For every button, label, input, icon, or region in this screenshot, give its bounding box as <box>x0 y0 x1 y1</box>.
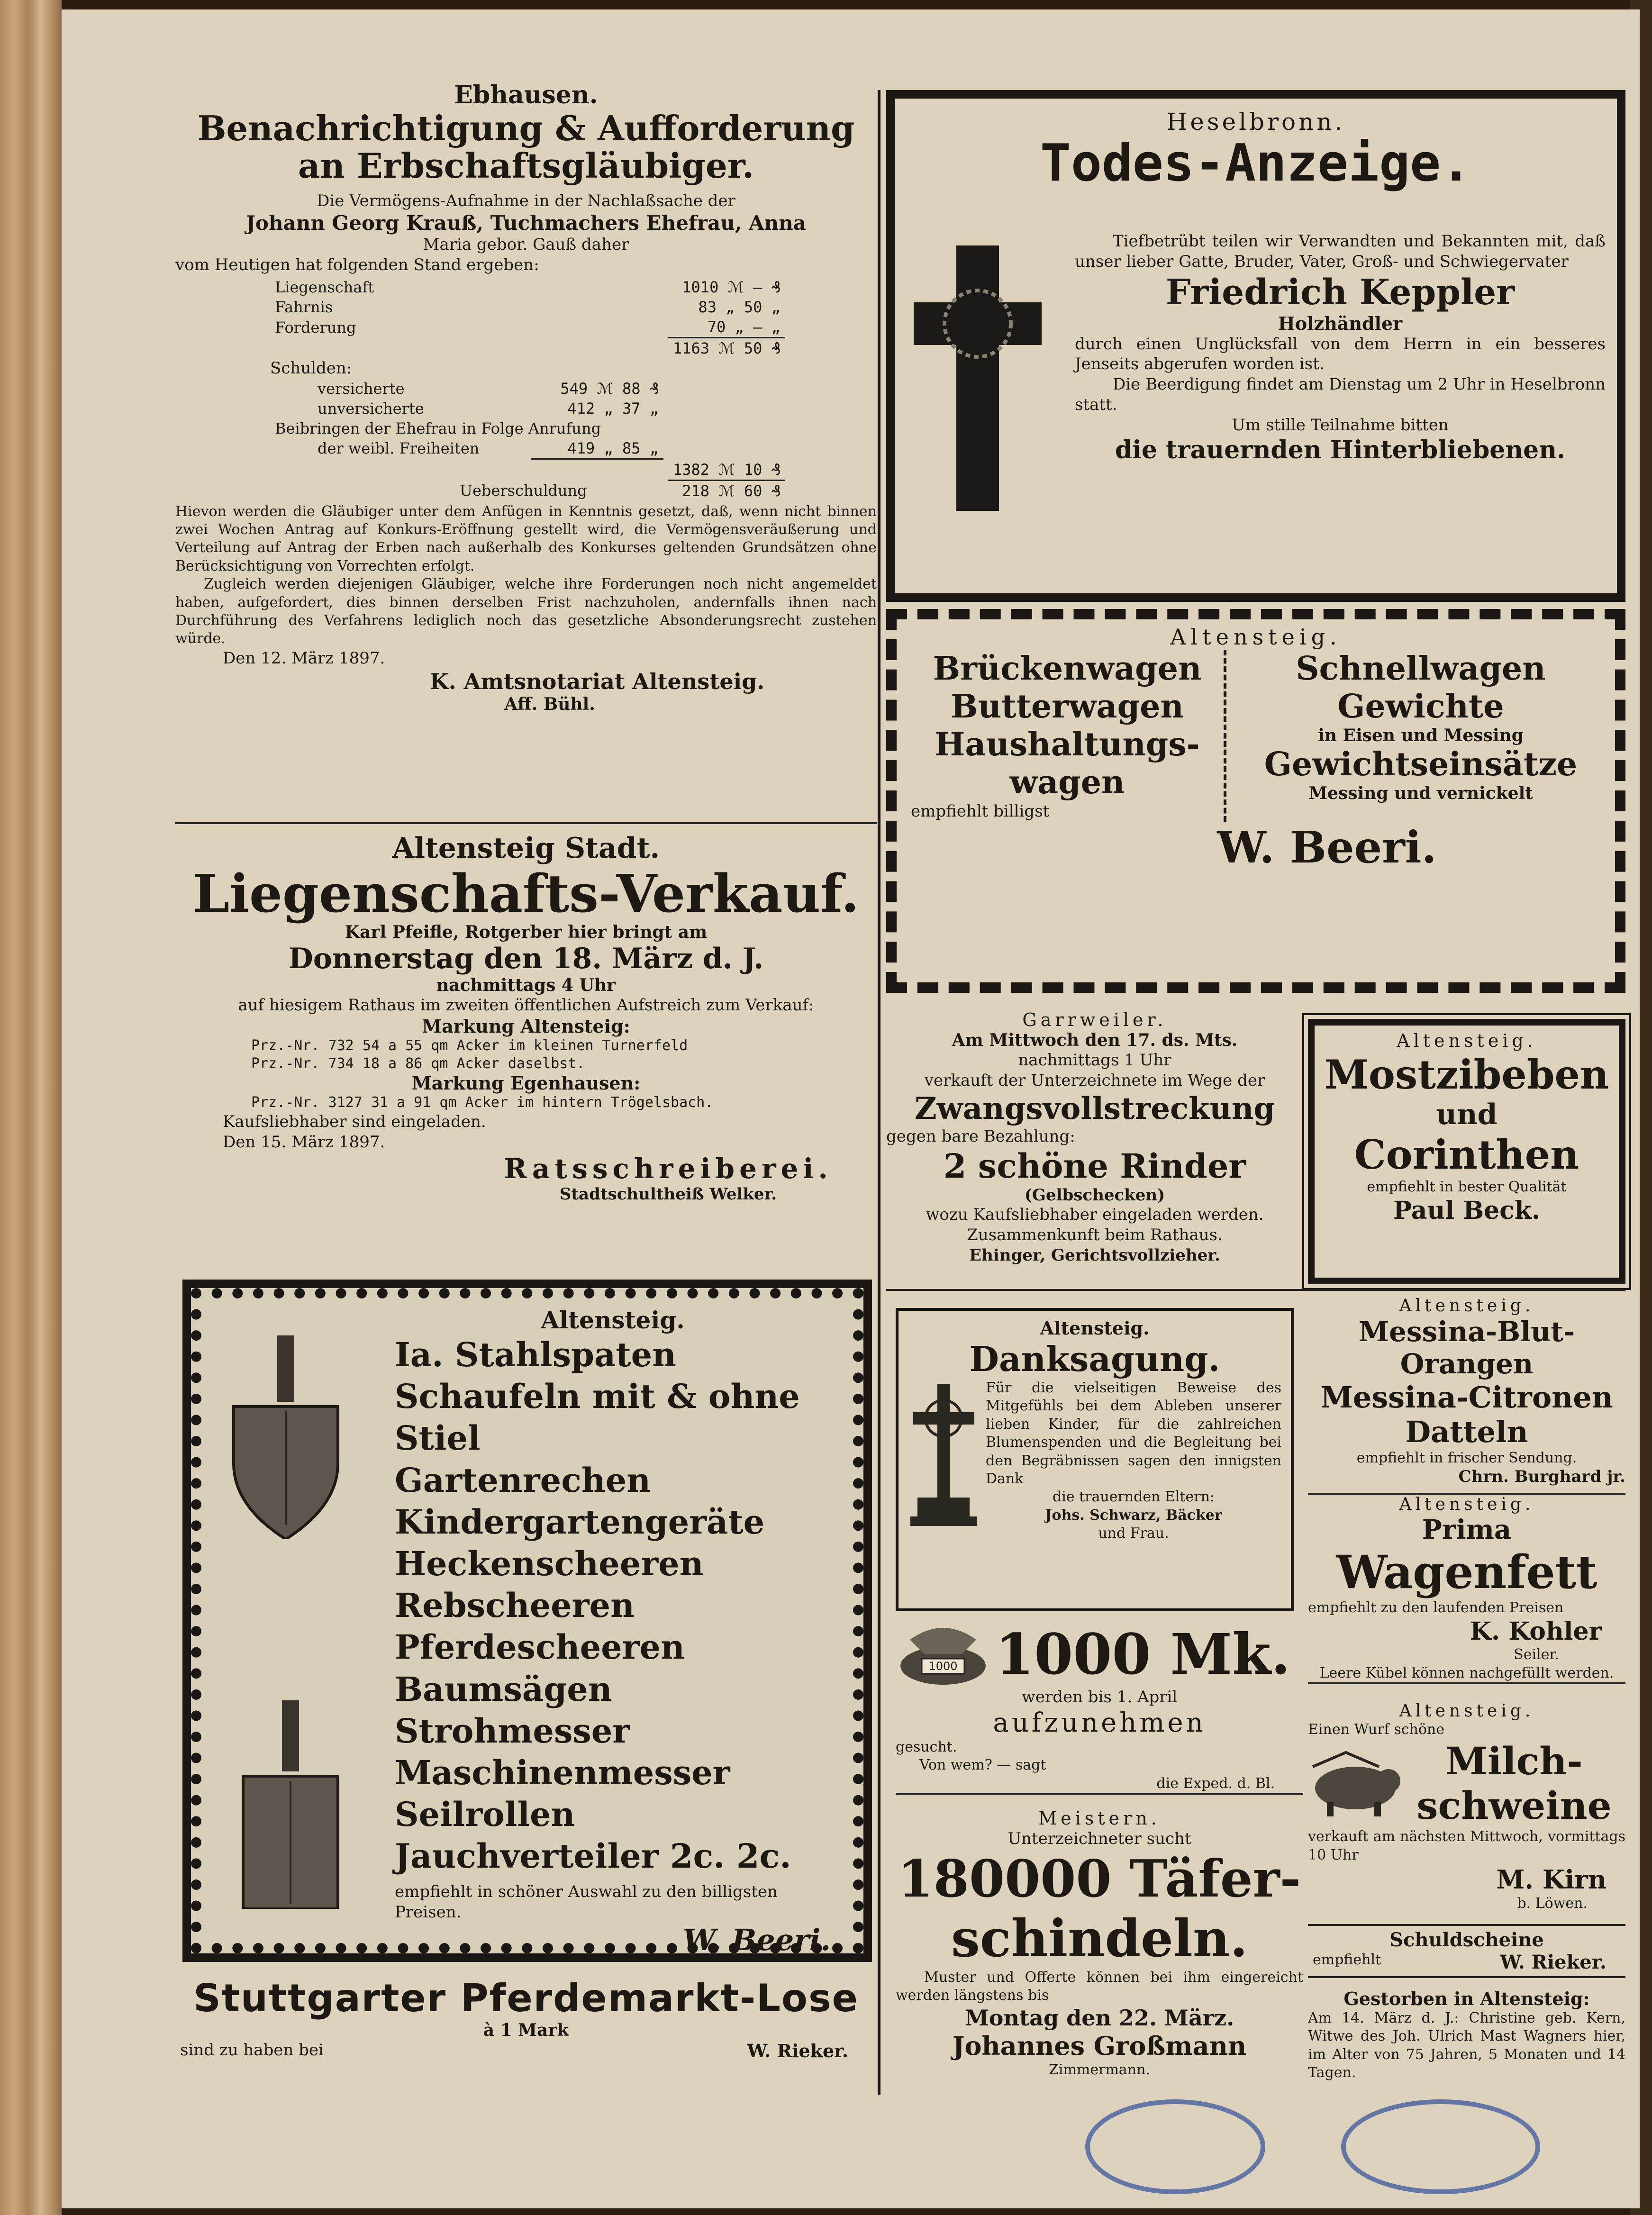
milch-place: Altensteig. <box>1399 1701 1534 1721</box>
meistern-t2: schindeln. <box>951 1908 1248 1969</box>
wagen-left <box>911 650 1226 822</box>
table-row: versicherte 549 ℳ 88 ₰ <box>318 379 659 398</box>
list-item: Strohmesser <box>395 1711 630 1751</box>
overdebt-value: 218 ℳ 60 ₰ <box>682 481 781 500</box>
milch-header <box>1308 1739 1625 1828</box>
ad-schuldscheine <box>1308 1924 1625 1978</box>
cross-icon <box>914 245 1042 511</box>
dank-sub: die trauernden Eltern: <box>1053 1489 1215 1506</box>
milch-t1: Milch- <box>1445 1739 1583 1784</box>
list-item: wagen <box>1009 763 1125 801</box>
meistern-place: Meistern. <box>1038 1808 1161 1829</box>
todes-name: Friedrich Keppler <box>1165 272 1515 313</box>
list-item: Brückenwagen <box>933 650 1202 688</box>
todes-occupation: Holzhändler <box>1278 312 1403 334</box>
ebhausen-sign1: K. Amtsnotariat Altensteig. <box>429 668 765 694</box>
dank-sign2: und Frau. <box>1098 1525 1169 1542</box>
geld-line1: werden bis 1. April <box>1021 1688 1178 1707</box>
list-item: Haushaltungs- <box>935 726 1200 763</box>
wagen-place: Altensteig. <box>1170 624 1342 650</box>
debts-table <box>270 379 663 460</box>
ad-stahlspaten <box>182 1280 872 1962</box>
ad-1000-mk <box>896 1621 1303 1795</box>
ad-wagenfett <box>1308 1493 1625 1684</box>
most-sign: Paul Beck. <box>1393 1196 1540 1226</box>
wagen-left-sub: empfiehlt billigst <box>911 802 1050 821</box>
messina-sign: Chrn. Burghard jr. <box>1458 1467 1625 1487</box>
todes-place: Heselbronn. <box>1166 108 1345 136</box>
milch-line2: verkauft am nächsten Mittwoch, vormittags 10 Uhr <box>1308 1828 1625 1863</box>
geld-line3: gesucht. <box>896 1738 957 1755</box>
ebhausen-intro4: vom Heutigen hat folgenden Stand ergeben: <box>175 255 539 275</box>
gestorben-text: Am 14. März d. J.: Christine geb. Kern, Witwe des Joh. Ulrich Mast Wagners hier, im Alter von 75 Jahren, 5 Monaten und 14 Tagen. <box>1308 2010 1625 2081</box>
divider <box>175 822 877 824</box>
liegenschaft-mark2: Markung Egenhausen: <box>411 1072 641 1094</box>
table-row: Beibringen der Ehefrau in Folge Anrufung <box>275 419 601 437</box>
schuld-title: Schuldscheine <box>1389 1929 1544 1951</box>
wagen-right1: Schnellwagen <box>1296 650 1546 688</box>
garrweiler-line6: wozu Kaufsliebhaber eingeladen werden. <box>926 1205 1264 1225</box>
ebhausen-place: Ebhausen. <box>454 81 598 109</box>
milch-sign2: b. Löwen. <box>1517 1895 1588 1912</box>
debts-total: 1382 ℳ 10 ₰ <box>668 460 785 481</box>
wagen-right5: Messing und vernickelt <box>1308 783 1533 803</box>
debts-label: Schulden: <box>270 358 352 378</box>
dank-title: Danksagung. <box>969 1339 1220 1379</box>
ebhausen-body2: Zugleich werden diejenigen Gläubiger, welche ihre Forderungen noch nicht angemeldet haben, aufgefordert, dies binnen derselben Frist nachzuholen, andernfalls ihnen nach Durchführung des Verfahrens lediglich noch das gesetzliche Absonderungsrecht zustehen würde. <box>175 576 877 647</box>
liegenschaft-date: Den 15. März 1897. <box>223 1133 385 1152</box>
list-item: Pferdescheeren <box>395 1627 685 1667</box>
column-divider <box>878 90 880 2095</box>
messina-t1: Messina-Blut-Orangen <box>1358 1316 1575 1380</box>
messina-line: empfiehlt in frischer Sendung. <box>1356 1450 1577 1466</box>
meistern-t1: 180000 Täfer- <box>898 1849 1301 1909</box>
wagenfett-sign1: K. Kohler <box>1470 1617 1602 1646</box>
divider <box>886 1289 1625 1291</box>
messina-place: Altensteig. <box>1399 1296 1534 1316</box>
ebhausen-title1: Benachrichtigung & Aufforderung <box>197 108 855 148</box>
list-item: Prz.-Nr. 734 18 a 86 qm Acker daselbst. <box>251 1055 585 1072</box>
list-item: Jauchverteiler 2c. 2c. <box>395 1836 791 1876</box>
ad-garrweiler <box>886 1009 1303 1266</box>
todes-text3: Die Beerdigung findet am Dienstag um 2 Uhr in Heselbronn statt. <box>1075 375 1606 415</box>
most-t1: Mostzibeben <box>1324 1051 1609 1098</box>
totals-table <box>270 460 785 501</box>
list-item: Prz.-Nr. 732 54 a 55 qm Acker im kleinen Turnerfeld <box>251 1037 688 1054</box>
wagen-right4: Gewichtseinsätze <box>1264 745 1578 783</box>
dank-place: Altensteig. <box>1040 1317 1150 1339</box>
garrweiler-sign: Ehinger, Gerichtsvollzieher. <box>969 1246 1220 1265</box>
library-stamp <box>1341 2099 1540 2194</box>
meistern-line3: Montag den 22. März. <box>964 2005 1234 2031</box>
messina-t2: Messina-Citronen <box>1320 1380 1613 1415</box>
pferdemarkt-left: sind zu haben bei <box>180 2041 324 2060</box>
garrweiler-line7: Zusammenkunft beim Rathaus. <box>967 1226 1223 1245</box>
assets-table <box>270 277 785 358</box>
messina-t3: Datteln <box>1405 1415 1528 1449</box>
wagen-right <box>1226 650 1601 822</box>
meistern-sign2: Zimmermann. <box>1049 2061 1150 2078</box>
pferdemarkt-sub: à 1 Mark <box>483 2020 569 2040</box>
assets-total: 1163 ℳ 50 ₰ <box>668 337 785 358</box>
ebhausen-date: Den 12. März 1897. <box>223 648 385 668</box>
liegenschaft-sign1: Ratsschreiberei. <box>504 1152 833 1185</box>
meistern-sign1: Johannes Großmann <box>952 2030 1247 2061</box>
schuld-footer <box>1308 1951 1625 1973</box>
liegenschaft-place: Altensteig Stadt. <box>392 832 660 865</box>
liegenschaft-line3: nachmittags 4 Uhr <box>436 975 616 995</box>
table-row: Ueberschuldung 218 ℳ 60 ₰ <box>270 480 785 501</box>
pig-icon <box>1308 1748 1403 1819</box>
ad-mostzibeben <box>1308 1019 1625 1284</box>
wagenfett-place: Altensteig. <box>1399 1495 1534 1514</box>
table-row: unversicherte 412 „ 37 „ <box>318 399 659 418</box>
ad-todes-anzeige <box>886 90 1625 602</box>
table-row <box>270 460 785 481</box>
meistern-line1: Unterzeichneter sucht <box>1008 1829 1191 1848</box>
newspaper-page <box>62 9 1640 2208</box>
most-line: empfiehlt in bester Qualität <box>1367 1179 1567 1195</box>
dank-text: Für die vielseitigen Beweise des Mitgefühls bei dem Ableben unserer lieben Kinder, für die zahlreichen Blumenspenden und die Begleitung bei den Begräbnissen sagen den innigsten Dank <box>986 1380 1281 1487</box>
wagenfett-line: empfiehlt zu den laufenden Preisen <box>1308 1599 1564 1616</box>
table-row: Forderung 70 „ — „ <box>275 318 781 336</box>
liegenschaft-title: Liegenschafts-Verkauf. <box>192 863 860 924</box>
wagen-sign: W. Beeri. <box>1217 821 1437 873</box>
stahl-text <box>395 1306 831 1957</box>
garrweiler-title: Zwangsvollstreckung <box>914 1090 1275 1126</box>
ebhausen-title2: an Erbschaftsgläubiger. <box>298 145 754 186</box>
wagenfett-t2: Wagenfett <box>1336 1545 1598 1599</box>
schuld-right: W. Rieker. <box>1500 1951 1607 1973</box>
garrweiler-line5: (Gelbschecken) <box>1024 1186 1165 1205</box>
ad-danksagung <box>896 1308 1294 1611</box>
ebhausen-body1: Hievon werden die Gläubiger unter dem Anfügen in Kenntnis gesetzt, daß, wenn nicht binnen zwei Wochen Antrag auf Konkurs-Eröffnung gestellt wird, die Vermögensveräußerung und Verteilung auf Antrag der Erben nach außerhalb des Konkurses geltenden Grundsätzen ohne Berücksichtigung von Vorrechten erfolgt. <box>175 503 877 574</box>
geld-line5: die Exped. d. Bl. <box>896 1775 1303 1795</box>
list-item: Gartenrechen <box>395 1460 651 1500</box>
todes-text2: durch einen Unglücksfall von dem Herrn in ein besseres Jenseits abgerufen worden ist. <box>1075 334 1606 374</box>
wagenfett-note: Leere Kübel können nachgefüllt werden. <box>1308 1664 1625 1684</box>
todes-text4: Um stille Teilnahme bitten <box>1232 415 1449 435</box>
gestorben-title: Gestorben in Altensteig: <box>1343 1988 1590 2009</box>
spade-icon <box>224 1335 347 1539</box>
liegenschaft-line4: auf hiesigem Rathaus im zweiten öffentlichen Aufstreich zum Verkauf: <box>238 996 814 1015</box>
geld-line4: Von wem? — sagt <box>919 1757 1046 1774</box>
list-item: Kindergartengeräte <box>395 1502 765 1542</box>
table-row: Fahrnis 83 „ 50 „ <box>275 298 781 316</box>
most-t2: und <box>1436 1098 1498 1131</box>
list-item: Schaufeln mit & ohne Stiel <box>395 1377 800 1458</box>
ebhausen-sign2: Aff. Bühl. <box>504 694 595 714</box>
stahl-place: Altensteig. <box>541 1306 685 1334</box>
ad-gestorben <box>1308 1988 1625 2082</box>
money-bag-label: 1000 <box>928 1660 958 1673</box>
liegenschaft-mark1: Markung Altensteig: <box>422 1015 630 1037</box>
wagen-columns <box>911 650 1601 822</box>
table-row: der weibl. Freiheiten 419 „ 85 „ <box>270 438 663 459</box>
shovel-icon <box>234 1700 347 1909</box>
ebhausen-intro3: Maria gebor. Gauß daher <box>423 235 629 254</box>
todes-sign: die trauernden Hinterbliebenen. <box>1115 435 1566 464</box>
ad-messina <box>1308 1296 1625 1486</box>
todes-title: Todes-Anzeige. <box>1040 134 1472 193</box>
wagen-right3: in Eisen und Messing <box>1318 726 1524 745</box>
cross-icon <box>908 1384 979 1526</box>
wagenfett-sign2: Seiler. <box>1514 1646 1559 1663</box>
liegenschaft-line2: Donnerstag den 18. März d. J. <box>288 942 764 975</box>
geld-amount: 1000 Mk. <box>995 1621 1290 1687</box>
garrweiler-title2: 2 schöne Rinder <box>943 1146 1246 1186</box>
pferdemarkt-footer <box>175 2040 877 2061</box>
todes-text <box>1075 231 1606 464</box>
garrweiler-line1: Am Mittwoch den 17. ds. Mts. <box>952 1030 1238 1050</box>
ad-liegenschaft <box>175 832 877 1204</box>
stahl-sign: W. Beeri. <box>682 1923 831 1958</box>
ebhausen-intro1: Die Vermögens-Aufnahme in der Nachlaßsache der <box>317 191 735 211</box>
garrweiler-line2: nachmittags 1 Uhr <box>1018 1051 1171 1070</box>
ebhausen-intro2: Johann Georg Krauß, Tuchmachers Ehefrau, Anna <box>246 211 806 235</box>
most-place: Altensteig. <box>1397 1030 1537 1051</box>
geld-header <box>896 1621 1303 1687</box>
pferdemarkt-right: W. Rieker. <box>747 2040 848 2061</box>
todes-text1: Tiefbetrübt teilen wir Verwandten und Bekannten mit, daß unser lieber Gatte, Bruder, Vater, Groß- und Schwiegervater <box>1075 232 1606 271</box>
milch-line1: Einen Wurf schöne <box>1308 1721 1445 1738</box>
ad-pferdemarkt <box>175 1976 877 2061</box>
wagen-right2: Gewichte <box>1337 688 1504 726</box>
list-item: Baumsägen <box>395 1669 612 1709</box>
table-row <box>270 337 785 358</box>
list-item: Ia. Stahlspaten <box>395 1335 677 1374</box>
most-t3: Corinthen <box>1354 1131 1579 1178</box>
pferdemarkt-title: Stuttgarter Pferdemarkt-Lose <box>193 1976 859 2020</box>
milch-title <box>1403 1739 1625 1828</box>
dank-sign1: Johs. Schwarz, Bäcker <box>1045 1507 1222 1524</box>
schuld-left: empfiehlt <box>1313 1952 1381 1968</box>
milch-t2: schweine <box>1416 1783 1612 1828</box>
garrweiler-line3: verkauft der Unterzeichnete im Wege der <box>924 1071 1265 1090</box>
meistern-line2: Muster und Offerte können bei ihm eingereicht werden längstens bis <box>896 1969 1303 2004</box>
garrweiler-place: Garrweiler. <box>1022 1009 1167 1030</box>
geld-line2: aufzunehmen <box>993 1707 1206 1738</box>
ad-meistern <box>896 1808 1303 2079</box>
list-item: Prz.-Nr. 3127 31 a 91 qm Acker im hintern Trögelsbach. <box>251 1094 714 1111</box>
library-stamp <box>1085 2099 1265 2194</box>
liegenschaft-sign2: Stadtschultheiß Welker. <box>559 1184 777 1204</box>
list-item: Butterwagen <box>951 688 1184 726</box>
list-item: Heckenscheeren <box>395 1543 704 1583</box>
wagenfett-t1: Prima <box>1422 1514 1512 1545</box>
milch-sign1: M. Kirn <box>1496 1864 1607 1895</box>
ad-milchschweine <box>1308 1701 1625 1913</box>
table-row: Liegenschaft 1010 ℳ — ₰ <box>275 278 781 296</box>
list-item: Maschinenmesser <box>395 1752 730 1792</box>
ad-wagen <box>886 609 1625 993</box>
list-item: Seilrollen <box>395 1795 575 1834</box>
ad-ebhausen <box>175 81 877 714</box>
stahl-footer: empfiehlt in schöner Auswahl zu den billigsten Preisen. <box>395 1882 778 1922</box>
garrweiler-line4: gegen bare Bezahlung: <box>886 1126 1075 1146</box>
liegenschaft-line5: Kaufsliebhaber sind eingeladen. <box>223 1112 486 1132</box>
book-spine <box>0 0 62 2215</box>
liegenschaft-line1: Karl Pfeifle, Rotgerber hier bringt am <box>345 922 708 942</box>
list-item: Rebscheeren <box>395 1586 635 1625</box>
money-bag-icon <box>896 1621 990 1687</box>
